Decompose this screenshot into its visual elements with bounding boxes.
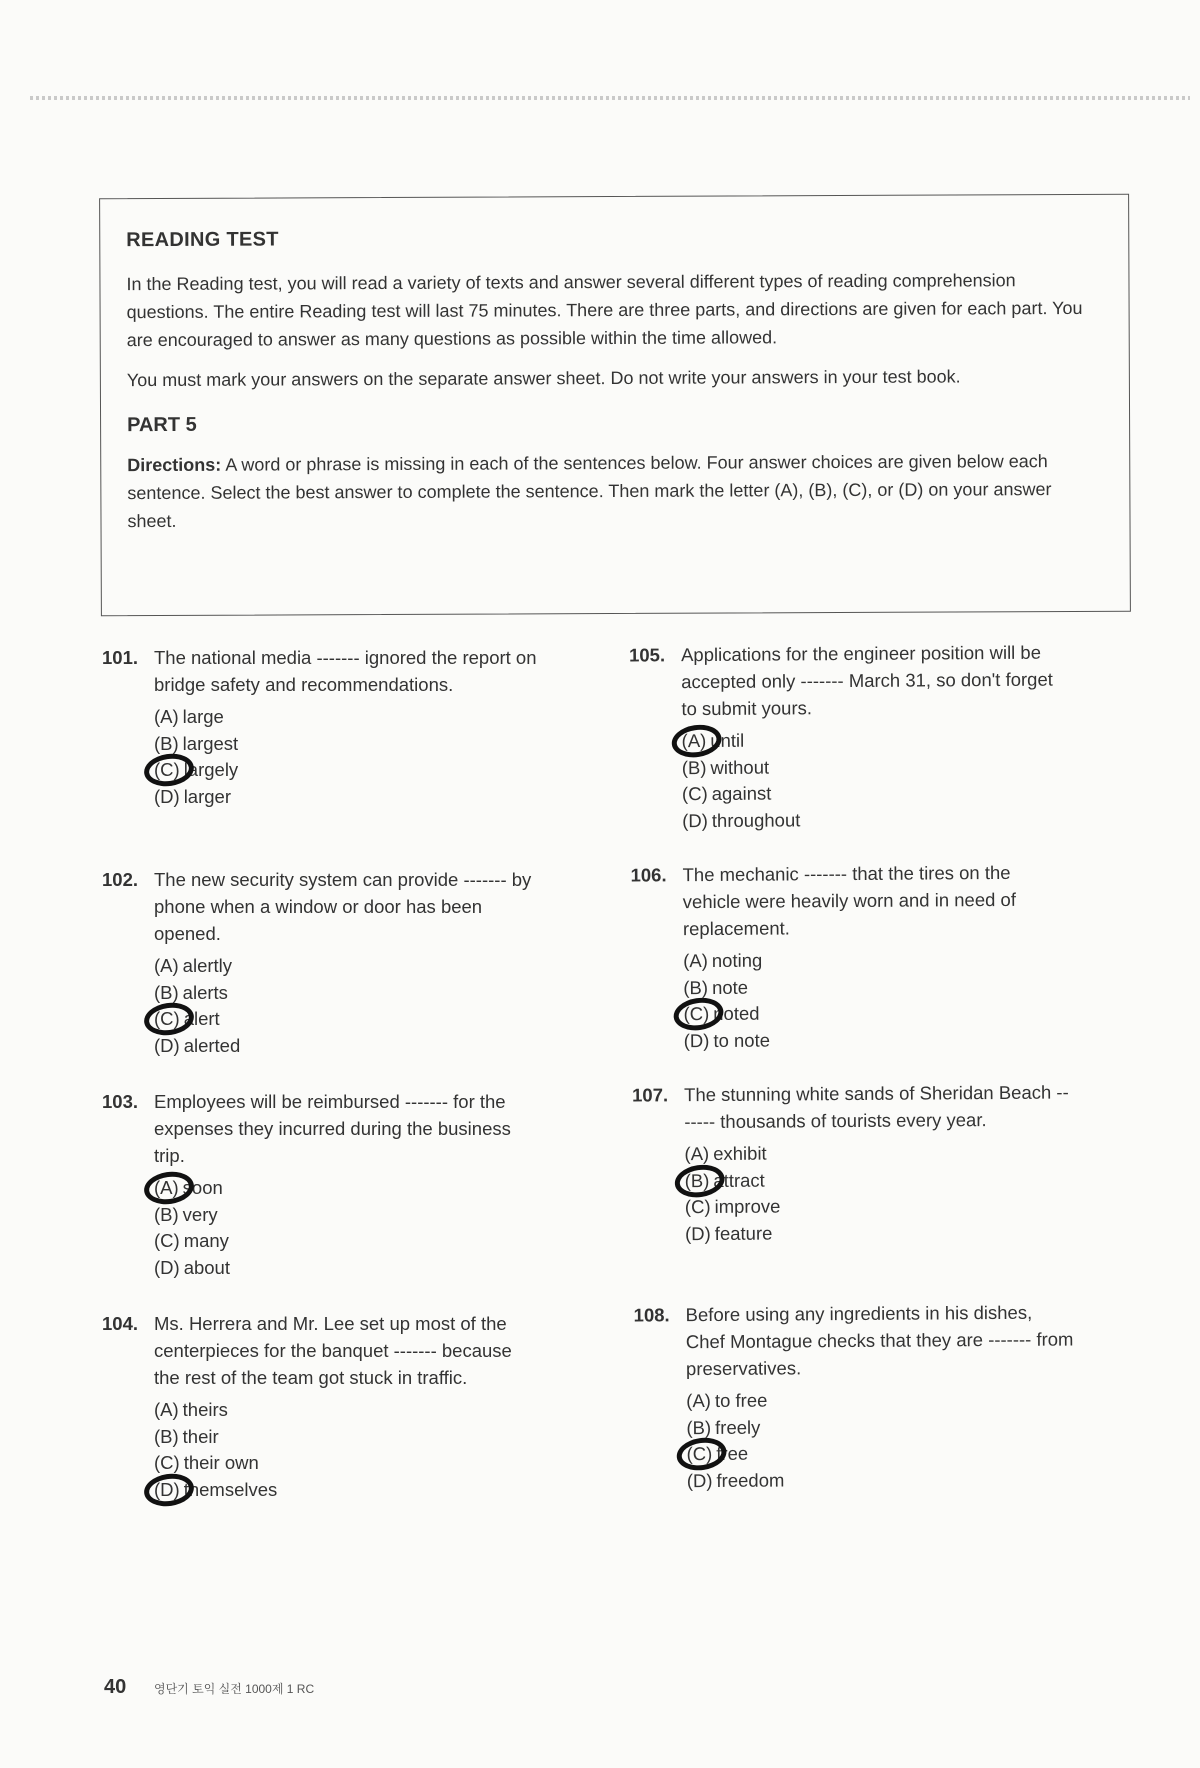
option-text: largely <box>183 759 239 780</box>
part5-heading: PART 5 <box>127 413 197 437</box>
answer-option[interactable] <box>154 1255 542 1282</box>
answer-option[interactable] <box>682 752 1070 781</box>
option-letter: (C) <box>683 1002 710 1025</box>
option-text: to note <box>713 1029 771 1051</box>
option-letter: (B) <box>684 1169 710 1191</box>
question-stem <box>102 866 542 947</box>
question-item <box>629 638 1071 861</box>
question-item <box>102 1088 542 1310</box>
question-stem <box>634 1298 1075 1382</box>
question-number: 108. <box>633 1304 670 1326</box>
question-text: Before using any ingredients in his dishes, Chef Montague checks that they are ------- from preservatives. <box>685 1301 1074 1380</box>
question-text: The national media ------- ignored the report on bridge safety and recommendations. <box>154 647 537 695</box>
option-text: large <box>182 706 224 727</box>
question-number: 105. <box>628 644 666 666</box>
answer-option[interactable] <box>154 1477 542 1504</box>
answer-option[interactable] <box>154 704 542 731</box>
option-text: themselves <box>183 1478 278 1500</box>
directions-label: Directions: <box>127 454 222 476</box>
option-letter: (B) <box>154 732 179 754</box>
option-text: to free <box>714 1389 768 1411</box>
answer-option[interactable] <box>685 1165 1073 1194</box>
reading-test-paragraph-1: In the Reading test, you will read a variety of texts and answer several different types of reading comprehension questions. The entire Reading test will last 75 minutes. There are three parts, and directions are given for each part. You are encouraged to answer as many questions as possible within the time allowed. <box>126 270 1083 351</box>
question-number: 102. <box>102 869 139 890</box>
option-letter: (B) <box>686 1416 712 1438</box>
question-item <box>632 1078 1074 1301</box>
option-letter: (D) <box>682 809 708 831</box>
question-item <box>630 858 1072 1081</box>
answer-option[interactable] <box>683 945 1071 974</box>
option-text: free <box>716 1442 749 1464</box>
option-text: many <box>183 1230 229 1251</box>
reading-test-instructions <box>99 194 1131 616</box>
option-letter: (A) <box>686 1389 711 1412</box>
answer-option[interactable] <box>682 805 1070 834</box>
answer-option[interactable] <box>686 1385 1074 1414</box>
answer-option[interactable] <box>686 1412 1074 1441</box>
option-text: soon <box>182 1177 223 1198</box>
option-text: throughout <box>711 808 801 831</box>
option-letter: (B) <box>154 1203 179 1225</box>
option-letter: (C) <box>154 1008 180 1029</box>
answer-options <box>154 1397 542 1503</box>
answer-option[interactable] <box>682 778 1070 807</box>
question-number: 103. <box>102 1091 139 1112</box>
question-item <box>634 1298 1076 1521</box>
option-letter: (C) <box>681 783 708 805</box>
question-number: 101. <box>102 647 139 668</box>
answer-option[interactable] <box>154 953 542 980</box>
option-letter: (D) <box>154 1478 180 1500</box>
answer-option[interactable] <box>154 980 542 1007</box>
answer-options <box>154 704 542 810</box>
question-stem <box>632 1078 1072 1135</box>
answer-options <box>154 1175 542 1281</box>
answer-option[interactable] <box>684 1025 1072 1054</box>
option-text: alerted <box>183 1034 241 1056</box>
answer-option[interactable] <box>154 731 542 758</box>
answer-option[interactable] <box>687 1438 1075 1467</box>
option-letter: (B) <box>683 976 709 998</box>
option-text: alert <box>183 1008 220 1029</box>
answer-option[interactable] <box>154 1450 542 1477</box>
option-letter: (C) <box>154 1230 180 1251</box>
answer-option[interactable] <box>683 972 1071 1001</box>
option-text: alertly <box>182 955 233 976</box>
option-text: improve <box>714 1195 781 1217</box>
part5-directions <box>127 447 1103 535</box>
question-stem <box>102 1088 542 1169</box>
answer-options <box>683 945 1072 1054</box>
option-text: against <box>711 782 772 804</box>
option-letter: (A) <box>154 1177 179 1198</box>
question-text: The stunning white sands of Sheridan Beach ------- thousands of tourists every year. <box>684 1081 1069 1133</box>
answer-option[interactable] <box>154 1397 542 1424</box>
option-text: largest <box>182 732 239 754</box>
option-letter: (A) <box>154 706 179 727</box>
option-text: feature <box>714 1222 773 1244</box>
answer-option[interactable] <box>154 1175 542 1202</box>
answer-option[interactable] <box>154 1202 542 1229</box>
answer-option[interactable] <box>154 757 542 784</box>
option-text: their <box>182 1425 219 1447</box>
option-letter: (A) <box>154 955 179 976</box>
option-letter: (B) <box>154 981 179 1003</box>
question-text: Ms. Herrera and Mr. Lee set up most of the centerpieces for the banquet ------- because the rest of the team got stuck in traffic. <box>154 1313 512 1388</box>
option-text: without <box>710 756 770 778</box>
question-item <box>102 1310 542 1532</box>
question-number: 107. <box>632 1084 669 1106</box>
question-text: The mechanic ------- that the tires on the vehicle were heavily worn and in need of replacement. <box>682 861 1017 940</box>
answer-option[interactable] <box>154 1424 542 1451</box>
question-text: Employees will be reimbursed ------- for the expenses they incurred during the business trip. <box>154 1091 511 1166</box>
option-letter: (A) <box>681 730 707 752</box>
question-item <box>102 866 542 1088</box>
answer-option[interactable] <box>154 1228 542 1255</box>
option-text: larger <box>183 785 231 807</box>
question-item <box>102 644 542 866</box>
answer-option[interactable] <box>687 1465 1075 1494</box>
option-letter: (C) <box>684 1195 711 1218</box>
scan-header-line <box>30 96 1190 100</box>
option-letter: (B) <box>154 1425 179 1447</box>
option-text: very <box>182 1203 218 1225</box>
option-letter: (A) <box>154 1399 179 1420</box>
answer-options <box>686 1385 1075 1494</box>
question-stem <box>629 638 1070 722</box>
option-letter: (D) <box>154 1256 180 1278</box>
directions-text: A word or phrase is missing in each of the sentences below. Four answer choices are given below each sentence. Select the best answer to complete the sentence. Then mark the letter (A), (B), (C), or (D) on your answer sheet. <box>127 451 1052 532</box>
option-letter: (D) <box>683 1029 710 1051</box>
question-stem <box>630 858 1071 942</box>
option-text: noting <box>711 949 763 971</box>
question-number: 106. <box>630 864 667 886</box>
question-number: 104. <box>102 1313 139 1334</box>
option-text: freedom <box>716 1468 785 1491</box>
reading-test-heading: READING TEST <box>126 228 279 252</box>
answer-option[interactable] <box>683 998 1071 1027</box>
question-stem <box>102 644 542 698</box>
option-letter: (D) <box>154 1034 180 1056</box>
option-text: until <box>710 729 745 751</box>
option-text: attract <box>713 1169 765 1191</box>
option-letter: (D) <box>686 1469 713 1491</box>
option-text: alerts <box>182 981 228 1003</box>
option-letter: (C) <box>154 1452 180 1473</box>
option-text: exhibit <box>713 1142 767 1164</box>
answer-option[interactable] <box>682 725 1070 754</box>
question-text: Applications for the engineer position will be accepted only ------- March 31, so don't forget to submit yours. <box>680 641 1053 720</box>
reading-test-paragraph-2: You must mark your answers on the separate answer sheet. Do not write your answers in your test book. <box>126 366 961 391</box>
option-letter: (C) <box>686 1442 713 1465</box>
answer-option[interactable] <box>685 1191 1073 1220</box>
option-letter: (D) <box>684 1222 711 1244</box>
answer-options <box>154 953 542 1059</box>
option-text: note <box>711 976 749 998</box>
question-column-left <box>102 644 542 1532</box>
option-letter: (B) <box>681 756 707 778</box>
option-letter: (D) <box>154 785 180 807</box>
answer-option[interactable] <box>154 784 542 811</box>
answer-options <box>684 1138 1073 1247</box>
option-letter: (C) <box>154 759 180 780</box>
option-text: about <box>183 1256 230 1278</box>
book-title: 영단기 토익 실전 1000제 1 RC <box>154 1682 315 1696</box>
answer-option[interactable] <box>684 1138 1072 1167</box>
question-stem <box>102 1310 542 1391</box>
answer-option[interactable] <box>685 1218 1073 1247</box>
page-number: 40 <box>104 1676 127 1698</box>
option-letter: (A) <box>683 950 708 972</box>
question-column-right <box>629 638 1075 1521</box>
option-letter: (A) <box>684 1142 710 1165</box>
option-text: freely <box>715 1416 761 1438</box>
option-text: their own <box>183 1452 259 1473</box>
answer-option[interactable] <box>154 1033 542 1060</box>
answer-options <box>682 725 1071 834</box>
option-text: theirs <box>182 1399 228 1420</box>
answer-option[interactable] <box>154 1006 542 1033</box>
question-text: The new security system can provide ------- by phone when a window or door has been opened. <box>154 869 532 944</box>
option-text: noted <box>713 1002 760 1024</box>
